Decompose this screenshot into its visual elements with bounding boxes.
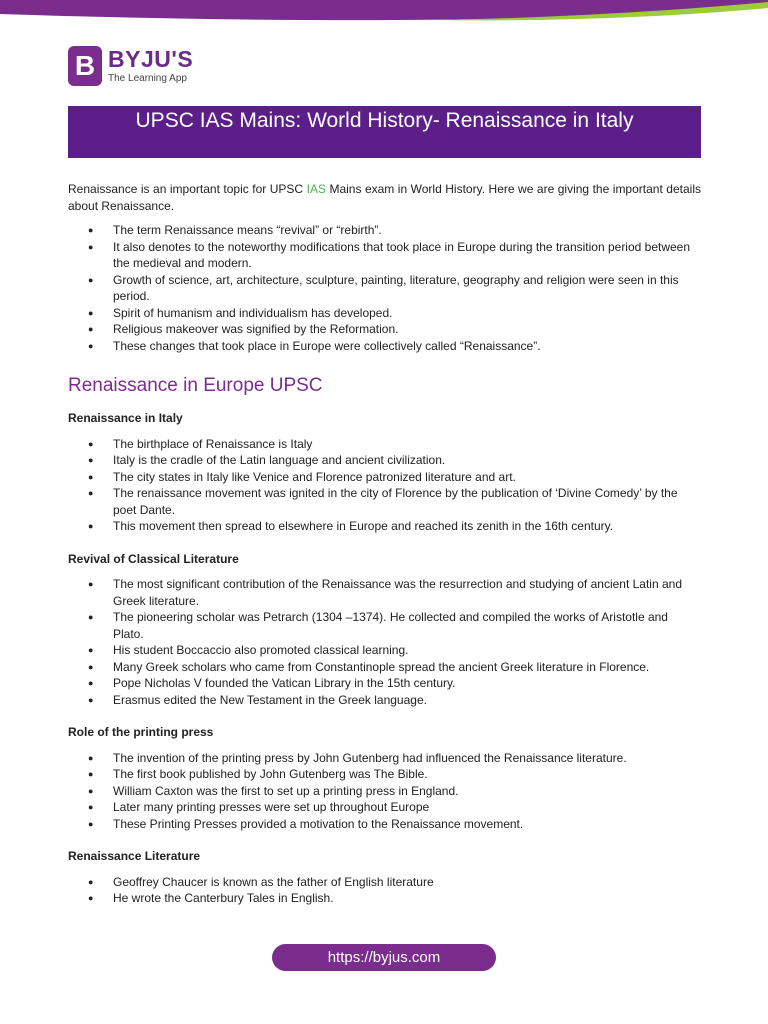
subsection-revival-of-classical-literature — [68, 551, 701, 709]
page-title: UPSC IAS Mains: World History- Renaissance in Italy — [135, 109, 634, 132]
list-item: ● Geoffrey Chaucer is known as the father of English literature — [68, 874, 701, 891]
subsection-heading: Role of the printing press — [68, 725, 214, 739]
list-item: ● Italy is the cradle of the Latin language and ancient civilization. — [68, 452, 701, 469]
list-item: ● Growth of science, art, architecture, sculpture, painting, literature, geography and religion were seen in this period. — [68, 272, 701, 305]
list-item: ● The pioneering scholar was Petrarch (1304 –1374). He collected and compiled the works of Aristotle and Plato. — [68, 609, 701, 642]
list-item: ● William Caxton was the first to set up a printing press in England. — [68, 783, 701, 800]
list-item: ● These changes that took place in Europe were collectively called “Renaissance”. — [68, 338, 701, 355]
list-item: ● Religious makeover was signified by the Reformation. — [68, 321, 701, 338]
brand-name: BYJU'S — [108, 46, 194, 72]
list-item: ● Later many printing presses were set up throughout Europe — [68, 799, 701, 816]
top-decorative-swoosh — [0, 0, 768, 28]
byjus-logo[interactable] — [68, 44, 193, 88]
list-item: ● These Printing Presses provided a motivation to the Renaissance movement. — [68, 816, 701, 833]
list-item: ● The most significant contribution of the Renaissance was the resurrection and studying of ancient Latin and Greek literature. — [68, 576, 701, 609]
footer-url: https://byjus.com — [327, 949, 441, 966]
list-item: ● It also denotes to the noteworthy modifications that took place in Europe during the transition period between the medieval and modern. — [68, 239, 701, 272]
subsection-role-of-printing-press — [68, 724, 701, 832]
list-item: ● Many Greek scholars who came from Constantinople spread the ancient Greek literature in Florence. — [68, 659, 701, 676]
list-item: ● Spirit of humanism and individualism has developed. — [68, 305, 701, 322]
intro-paragraph — [68, 181, 701, 214]
byjus-logo-mark: B — [68, 46, 102, 86]
intro-bullet-list — [68, 222, 701, 354]
subsection-heading: Renaissance in Italy — [68, 411, 183, 425]
subsection-heading: Revival of Classical Literature — [68, 551, 239, 566]
page-title-banner — [68, 106, 701, 158]
intro-text-before: Renaissance is an important topic for UPSC — [68, 182, 307, 196]
subsection-heading: Renaissance Literature — [68, 849, 201, 863]
document-body — [68, 181, 701, 923]
list-item: ● The term Renaissance means “revival” or “rebirth”. — [68, 222, 701, 239]
list-item: ● He wrote the Canterbury Tales in English. — [68, 890, 701, 907]
list-item: ● This movement then spread to elsewhere in Europe and reached its zenith in the 16th century. — [68, 518, 701, 535]
list-item: ● Erasmus edited the New Testament in the Greek language. — [68, 692, 701, 709]
intro-text-after: Mains exam in World History. Here we are giving the important details about Renaissance. — [68, 182, 701, 213]
list-item: ● Pope Nicholas V founded the Vatican Library in the 15th century. — [68, 675, 701, 692]
ias-link[interactable]: IAS — [306, 182, 326, 196]
subsection-renaissance-in-italy — [68, 410, 701, 535]
footer-url-button[interactable] — [272, 944, 496, 971]
list-item: ● The renaissance movement was ignited in the city of Florence by the publication of ‘Divine Comedy’ by the poet Dante. — [68, 485, 701, 518]
list-item: ● His student Boccaccio also promoted classical learning. — [68, 642, 701, 659]
list-item: ● The first book published by John Gutenberg was The Bible. — [68, 766, 701, 783]
list-item: ● The invention of the printing press by John Gutenberg had influenced the Renaissance literature. — [68, 750, 701, 767]
subsection-renaissance-literature — [68, 848, 701, 907]
brand-tagline: The Learning App — [108, 73, 187, 84]
section-heading: Renaissance in Europe UPSC — [68, 375, 323, 396]
list-item: ● The birthplace of Renaissance is Italy — [68, 436, 701, 453]
list-item: ● The city states in Italy like Venice and Florence patronized literature and art. — [68, 469, 701, 486]
